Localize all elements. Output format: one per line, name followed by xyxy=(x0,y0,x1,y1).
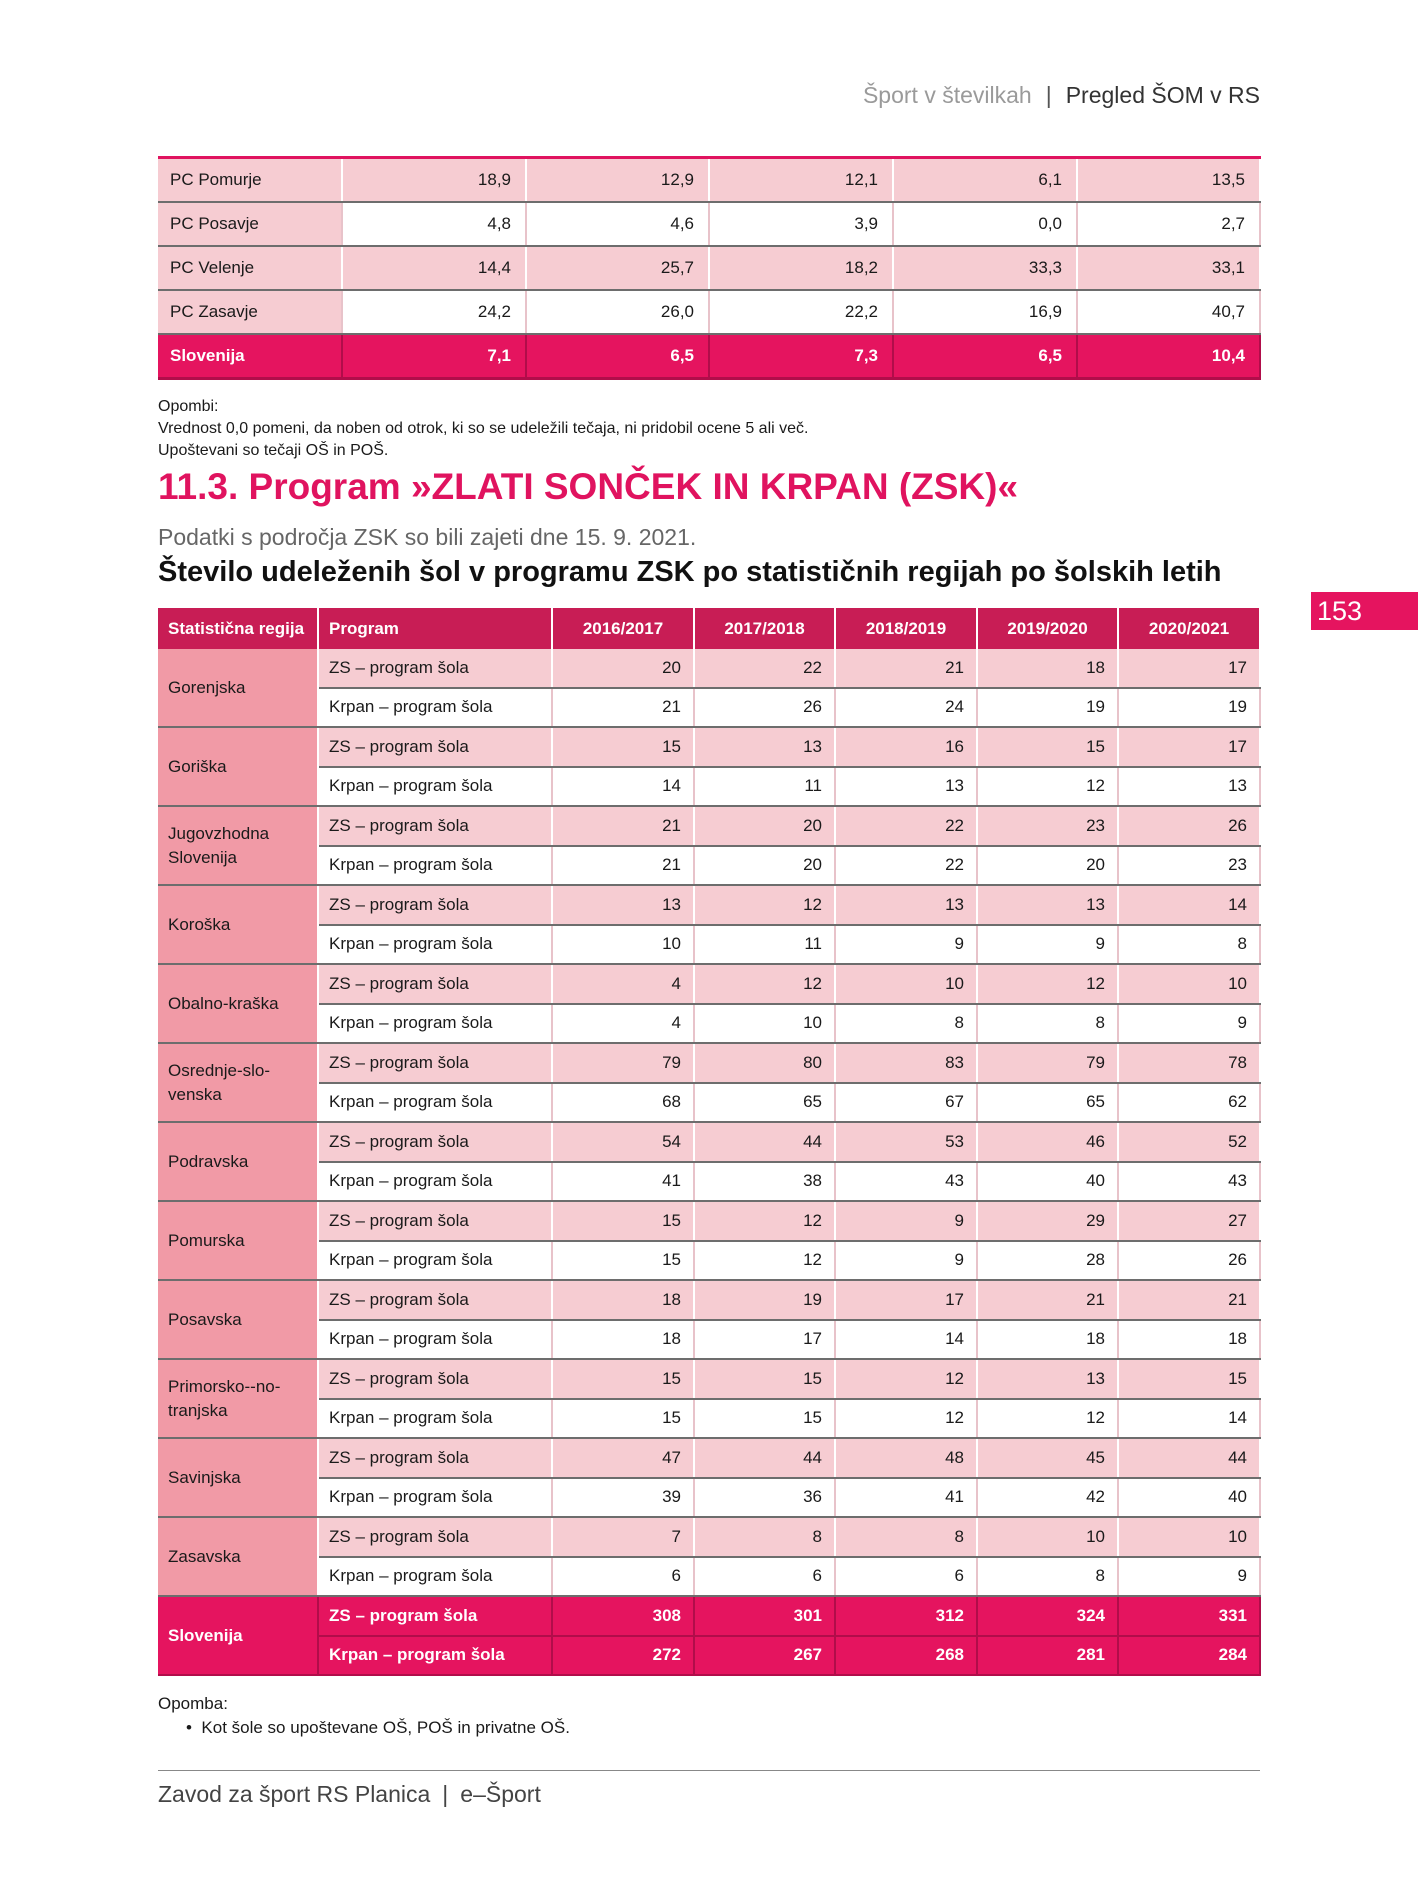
cell-value: 23 xyxy=(977,806,1118,846)
cell-value: 17 xyxy=(694,1320,835,1360)
cell-value: 13,5 xyxy=(1077,158,1260,203)
cell-value: 26 xyxy=(1118,806,1260,846)
program-name: ZS – program šola xyxy=(318,649,552,688)
cell-value: 78 xyxy=(1118,1043,1260,1083)
cell-value: 44 xyxy=(1118,1438,1260,1478)
cell-value: 284 xyxy=(1118,1636,1260,1676)
cell-value: 22 xyxy=(835,846,977,886)
cell-value: 68 xyxy=(552,1083,694,1123)
table-row xyxy=(158,1122,1260,1162)
cell-value: 17 xyxy=(1118,649,1260,688)
column-header: 2017/2018 xyxy=(694,608,835,649)
table-row xyxy=(158,688,1260,728)
cell-value: 9 xyxy=(835,925,977,965)
cell-value: 26,0 xyxy=(526,290,709,334)
cell-value: 12 xyxy=(977,1399,1118,1439)
cell-value: 14 xyxy=(1118,1399,1260,1439)
cell-value: 324 xyxy=(977,1596,1118,1636)
region-name: Primorsko--no-tranjska xyxy=(158,1359,318,1438)
region-name: Obalno-kraška xyxy=(158,964,318,1043)
cell-value: 12 xyxy=(694,1241,835,1281)
cell-value: 42 xyxy=(977,1478,1118,1518)
table-row xyxy=(158,1636,1260,1676)
table-row xyxy=(158,1478,1260,1518)
row-label: PC Posavje xyxy=(158,202,342,246)
section-subtitle: Podatki s področja ZSK so bili zajeti dne 15. 9. 2021. xyxy=(158,524,697,550)
cell-value: 15 xyxy=(552,1201,694,1241)
cell-value: 47 xyxy=(552,1438,694,1478)
cell-value: 13 xyxy=(977,1359,1118,1399)
cell-value: 46 xyxy=(977,1122,1118,1162)
table-row xyxy=(158,1557,1260,1597)
region-name: Gorenjska xyxy=(158,649,318,727)
cell-value: 4 xyxy=(552,964,694,1004)
footer xyxy=(158,1781,541,1808)
cell-value: 308 xyxy=(552,1596,694,1636)
cell-value: 20 xyxy=(694,806,835,846)
cell-value: 8 xyxy=(835,1004,977,1044)
cell-value: 15 xyxy=(552,1359,694,1399)
table-row xyxy=(158,1043,1260,1083)
table-row xyxy=(158,1201,1260,1241)
region-name: Podravska xyxy=(158,1122,318,1201)
cell-value: 13 xyxy=(835,885,977,925)
table-row xyxy=(158,334,1260,379)
table-row xyxy=(158,246,1260,290)
region-name: Zasavska xyxy=(158,1517,318,1596)
page-number: 153 xyxy=(1311,592,1418,630)
cell-value: 312 xyxy=(835,1596,977,1636)
cell-value: 12 xyxy=(835,1399,977,1439)
cell-value: 20 xyxy=(977,846,1118,886)
cell-value: 39 xyxy=(552,1478,694,1518)
cell-value: 33,1 xyxy=(1077,246,1260,290)
notes-top-line: Vrednost 0,0 pomeni, da noben od otrok, ki so se udeležili tečaja, ni pridobil ocene 5 ali več. xyxy=(158,420,809,437)
cell-value: 10 xyxy=(552,925,694,965)
cell-value: 4 xyxy=(552,1004,694,1044)
table-row xyxy=(158,1320,1260,1360)
cell-value: 12 xyxy=(694,964,835,1004)
program-name: ZS – program šola xyxy=(318,727,552,767)
cell-value: 79 xyxy=(552,1043,694,1083)
cell-value: 20 xyxy=(552,649,694,688)
notes-bottom-title: Opomba: xyxy=(158,1694,228,1713)
cell-value: 10 xyxy=(1118,1517,1260,1557)
column-header: 2018/2019 xyxy=(835,608,977,649)
program-name: Krpan – program šola xyxy=(318,1241,552,1281)
cell-value: 2,7 xyxy=(1077,202,1260,246)
cell-value: 4,8 xyxy=(342,202,526,246)
cell-value: 19 xyxy=(694,1280,835,1320)
program-name: Krpan – program šola xyxy=(318,767,552,807)
program-name: Krpan – program šola xyxy=(318,688,552,728)
cell-value: 15 xyxy=(694,1359,835,1399)
cell-value: 26 xyxy=(1118,1241,1260,1281)
column-header: 2016/2017 xyxy=(552,608,694,649)
cell-value: 36 xyxy=(694,1478,835,1518)
program-name: ZS – program šola xyxy=(318,1280,552,1320)
program-name: ZS – program šola xyxy=(318,964,552,1004)
cell-value: 19 xyxy=(1118,688,1260,728)
cell-value: 7 xyxy=(552,1517,694,1557)
region-name: Posavska xyxy=(158,1280,318,1359)
cell-value: 6,1 xyxy=(893,158,1077,203)
cell-value: 3,9 xyxy=(709,202,893,246)
table-row xyxy=(158,1083,1260,1123)
table-row xyxy=(158,885,1260,925)
table-row xyxy=(158,1517,1260,1557)
column-header: Statistična regija xyxy=(158,608,318,649)
header-right: Pregled ŠOM v RS xyxy=(1065,82,1260,108)
cell-value: 11 xyxy=(694,925,835,965)
table-row xyxy=(158,290,1260,334)
cell-value: 18 xyxy=(977,649,1118,688)
cell-value: 15 xyxy=(977,727,1118,767)
cell-value: 54 xyxy=(552,1122,694,1162)
footer-left: Zavod za šport RS Planica xyxy=(158,1781,431,1807)
column-header: 2020/2021 xyxy=(1118,608,1260,649)
cell-value: 80 xyxy=(694,1043,835,1083)
cell-value: 20 xyxy=(694,846,835,886)
program-name: ZS – program šola xyxy=(318,1517,552,1557)
table-row xyxy=(158,846,1260,886)
cell-value: 22,2 xyxy=(709,290,893,334)
row-label: Slovenija xyxy=(158,334,342,379)
table-row xyxy=(158,649,1260,688)
region-name: Slovenija xyxy=(158,1596,318,1675)
cell-value: 14 xyxy=(1118,885,1260,925)
cell-value: 26 xyxy=(694,688,835,728)
cell-value: 17 xyxy=(1118,727,1260,767)
cell-value: 8 xyxy=(977,1557,1118,1597)
cell-value: 10 xyxy=(835,964,977,1004)
cell-value: 83 xyxy=(835,1043,977,1083)
header-separator: | xyxy=(1045,82,1052,108)
cell-value: 79 xyxy=(977,1043,1118,1083)
footer-divider xyxy=(158,1770,1260,1771)
cell-value: 25,7 xyxy=(526,246,709,290)
cell-value: 12 xyxy=(694,1201,835,1241)
cell-value: 40 xyxy=(977,1162,1118,1202)
program-name: ZS – program šola xyxy=(318,1596,552,1636)
cell-value: 9 xyxy=(977,925,1118,965)
cell-value: 10 xyxy=(694,1004,835,1044)
program-name: Krpan – program šola xyxy=(318,1478,552,1518)
cell-value: 13 xyxy=(552,885,694,925)
notes-top-line: Upoštevani so tečaji OŠ in POŠ. xyxy=(158,442,389,459)
cell-value: 6,5 xyxy=(526,334,709,379)
cell-value: 41 xyxy=(552,1162,694,1202)
program-name: ZS – program šola xyxy=(318,1438,552,1478)
cell-value: 17 xyxy=(835,1280,977,1320)
cell-value: 9 xyxy=(835,1201,977,1241)
cell-value: 6 xyxy=(835,1557,977,1597)
table-row xyxy=(158,925,1260,965)
cell-value: 14 xyxy=(835,1320,977,1360)
cell-value: 29 xyxy=(977,1201,1118,1241)
program-name: Krpan – program šola xyxy=(318,1557,552,1597)
notes-bottom xyxy=(158,1692,570,1740)
cell-value: 4,6 xyxy=(526,202,709,246)
program-name: Krpan – program šola xyxy=(318,1083,552,1123)
cell-value: 13 xyxy=(694,727,835,767)
column-header: Program xyxy=(318,608,552,649)
cell-value: 267 xyxy=(694,1636,835,1676)
notes-bottom-item xyxy=(158,1716,570,1740)
cell-value: 21 xyxy=(552,806,694,846)
cell-value: 12 xyxy=(694,885,835,925)
cell-value: 12 xyxy=(835,1359,977,1399)
zsk-table xyxy=(158,608,1261,1676)
cell-value: 12 xyxy=(977,964,1118,1004)
program-name: ZS – program šola xyxy=(318,1043,552,1083)
cell-value: 6 xyxy=(552,1557,694,1597)
table-title: Število udeleženih šol v programu ZSK po statističnih regijah po šolskih letih xyxy=(158,556,1222,588)
cell-value: 14,4 xyxy=(342,246,526,290)
cell-value: 9 xyxy=(1118,1557,1260,1597)
cell-value: 15 xyxy=(552,1399,694,1439)
region-name: Goriška xyxy=(158,727,318,806)
cell-value: 15 xyxy=(552,727,694,767)
cell-value: 272 xyxy=(552,1636,694,1676)
program-name: ZS – program šola xyxy=(318,1122,552,1162)
bullet-icon: • xyxy=(186,1718,192,1737)
program-name: Krpan – program šola xyxy=(318,1636,552,1676)
table-row xyxy=(158,202,1260,246)
cell-value: 16 xyxy=(835,727,977,767)
region-name: Koroška xyxy=(158,885,318,964)
cell-value: 15 xyxy=(1118,1359,1260,1399)
table-row xyxy=(158,1438,1260,1478)
cell-value: 9 xyxy=(1118,1004,1260,1044)
cell-value: 9 xyxy=(835,1241,977,1281)
table-row xyxy=(158,806,1260,846)
running-header xyxy=(863,82,1260,109)
cell-value: 18 xyxy=(1118,1320,1260,1360)
program-name: ZS – program šola xyxy=(318,806,552,846)
cell-value: 18 xyxy=(552,1320,694,1360)
cell-value: 21 xyxy=(977,1280,1118,1320)
cell-value: 268 xyxy=(835,1636,977,1676)
cell-value: 45 xyxy=(977,1438,1118,1478)
program-name: ZS – program šola xyxy=(318,1201,552,1241)
cell-value: 12,9 xyxy=(526,158,709,203)
cell-value: 6 xyxy=(694,1557,835,1597)
program-name: Krpan – program šola xyxy=(318,846,552,886)
table-row xyxy=(158,1596,1260,1636)
section-title: 11.3. Program »ZLATI SONČEK IN KRPAN (ZSK)« xyxy=(158,466,1019,507)
cell-value: 43 xyxy=(835,1162,977,1202)
top-table xyxy=(158,156,1261,380)
cell-value: 53 xyxy=(835,1122,977,1162)
cell-value: 18,9 xyxy=(342,158,526,203)
cell-value: 44 xyxy=(694,1438,835,1478)
cell-value: 24,2 xyxy=(342,290,526,334)
cell-value: 27 xyxy=(1118,1201,1260,1241)
cell-value: 6,5 xyxy=(893,334,1077,379)
cell-value: 11 xyxy=(694,767,835,807)
cell-value: 7,1 xyxy=(342,334,526,379)
cell-value: 331 xyxy=(1118,1596,1260,1636)
row-label: PC Velenje xyxy=(158,246,342,290)
cell-value: 21 xyxy=(552,688,694,728)
cell-value: 15 xyxy=(552,1241,694,1281)
cell-value: 18 xyxy=(552,1280,694,1320)
cell-value: 62 xyxy=(1118,1083,1260,1123)
cell-value: 13 xyxy=(1118,767,1260,807)
program-name: Krpan – program šola xyxy=(318,1004,552,1044)
cell-value: 0,0 xyxy=(893,202,1077,246)
cell-value: 8 xyxy=(1118,925,1260,965)
cell-value: 21 xyxy=(1118,1280,1260,1320)
region-name: Jugovzhodna Slovenija xyxy=(158,806,318,885)
cell-value: 281 xyxy=(977,1636,1118,1676)
region-name: Savinjska xyxy=(158,1438,318,1517)
cell-value: 65 xyxy=(977,1083,1118,1123)
cell-value: 14 xyxy=(552,767,694,807)
region-name: Osrednje-slo-venska xyxy=(158,1043,318,1122)
program-name: Krpan – program šola xyxy=(318,1399,552,1439)
cell-value: 10,4 xyxy=(1077,334,1260,379)
column-header: 2019/2020 xyxy=(977,608,1118,649)
cell-value: 18 xyxy=(977,1320,1118,1360)
cell-value: 16,9 xyxy=(893,290,1077,334)
cell-value: 67 xyxy=(835,1083,977,1123)
program-name: Krpan – program šola xyxy=(318,925,552,965)
cell-value: 12 xyxy=(977,767,1118,807)
cell-value: 24 xyxy=(835,688,977,728)
cell-value: 65 xyxy=(694,1083,835,1123)
notes-top-title: Opombi: xyxy=(158,398,219,415)
cell-value: 43 xyxy=(1118,1162,1260,1202)
table-row xyxy=(158,1399,1260,1439)
table-row xyxy=(158,1280,1260,1320)
cell-value: 301 xyxy=(694,1596,835,1636)
cell-value: 21 xyxy=(835,649,977,688)
table-row xyxy=(158,1162,1260,1202)
header-left: Šport v številkah xyxy=(862,82,1032,108)
cell-value: 44 xyxy=(694,1122,835,1162)
cell-value: 52 xyxy=(1118,1122,1260,1162)
cell-value: 40 xyxy=(1118,1478,1260,1518)
table-row xyxy=(158,964,1260,1004)
cell-value: 41 xyxy=(835,1478,977,1518)
cell-value: 22 xyxy=(835,806,977,846)
row-label: PC Zasavje xyxy=(158,290,342,334)
cell-value: 23 xyxy=(1118,846,1260,886)
cell-value: 10 xyxy=(1118,964,1260,1004)
cell-value: 10 xyxy=(977,1517,1118,1557)
cell-value: 15 xyxy=(694,1399,835,1439)
program-name: Krpan – program šola xyxy=(318,1162,552,1202)
program-name: Krpan – program šola xyxy=(318,1320,552,1360)
cell-value: 8 xyxy=(694,1517,835,1557)
footer-separator: | xyxy=(442,1781,449,1807)
cell-value: 22 xyxy=(694,649,835,688)
cell-value: 7,3 xyxy=(709,334,893,379)
cell-value: 19 xyxy=(977,688,1118,728)
table-row xyxy=(158,158,1260,203)
table-row xyxy=(158,767,1260,807)
program-name: ZS – program šola xyxy=(318,1359,552,1399)
cell-value: 18,2 xyxy=(709,246,893,290)
table-row xyxy=(158,727,1260,767)
cell-value: 40,7 xyxy=(1077,290,1260,334)
cell-value: 13 xyxy=(977,885,1118,925)
row-label: PC Pomurje xyxy=(158,158,342,203)
cell-value: 28 xyxy=(977,1241,1118,1281)
footer-right: e–Šport xyxy=(460,1781,541,1807)
notes-bottom-text: Kot šole so upoštevane OŠ, POŠ in privatne OŠ. xyxy=(201,1718,570,1737)
cell-value: 8 xyxy=(977,1004,1118,1044)
cell-value: 38 xyxy=(694,1162,835,1202)
notes-top xyxy=(158,396,808,462)
cell-value: 48 xyxy=(835,1438,977,1478)
program-name: ZS – program šola xyxy=(318,885,552,925)
table-row xyxy=(158,1359,1260,1399)
cell-value: 21 xyxy=(552,846,694,886)
region-name: Pomurska xyxy=(158,1201,318,1280)
table-row xyxy=(158,1241,1260,1281)
cell-value: 13 xyxy=(835,767,977,807)
table-row xyxy=(158,1004,1260,1044)
cell-value: 33,3 xyxy=(893,246,1077,290)
cell-value: 12,1 xyxy=(709,158,893,203)
cell-value: 8 xyxy=(835,1517,977,1557)
